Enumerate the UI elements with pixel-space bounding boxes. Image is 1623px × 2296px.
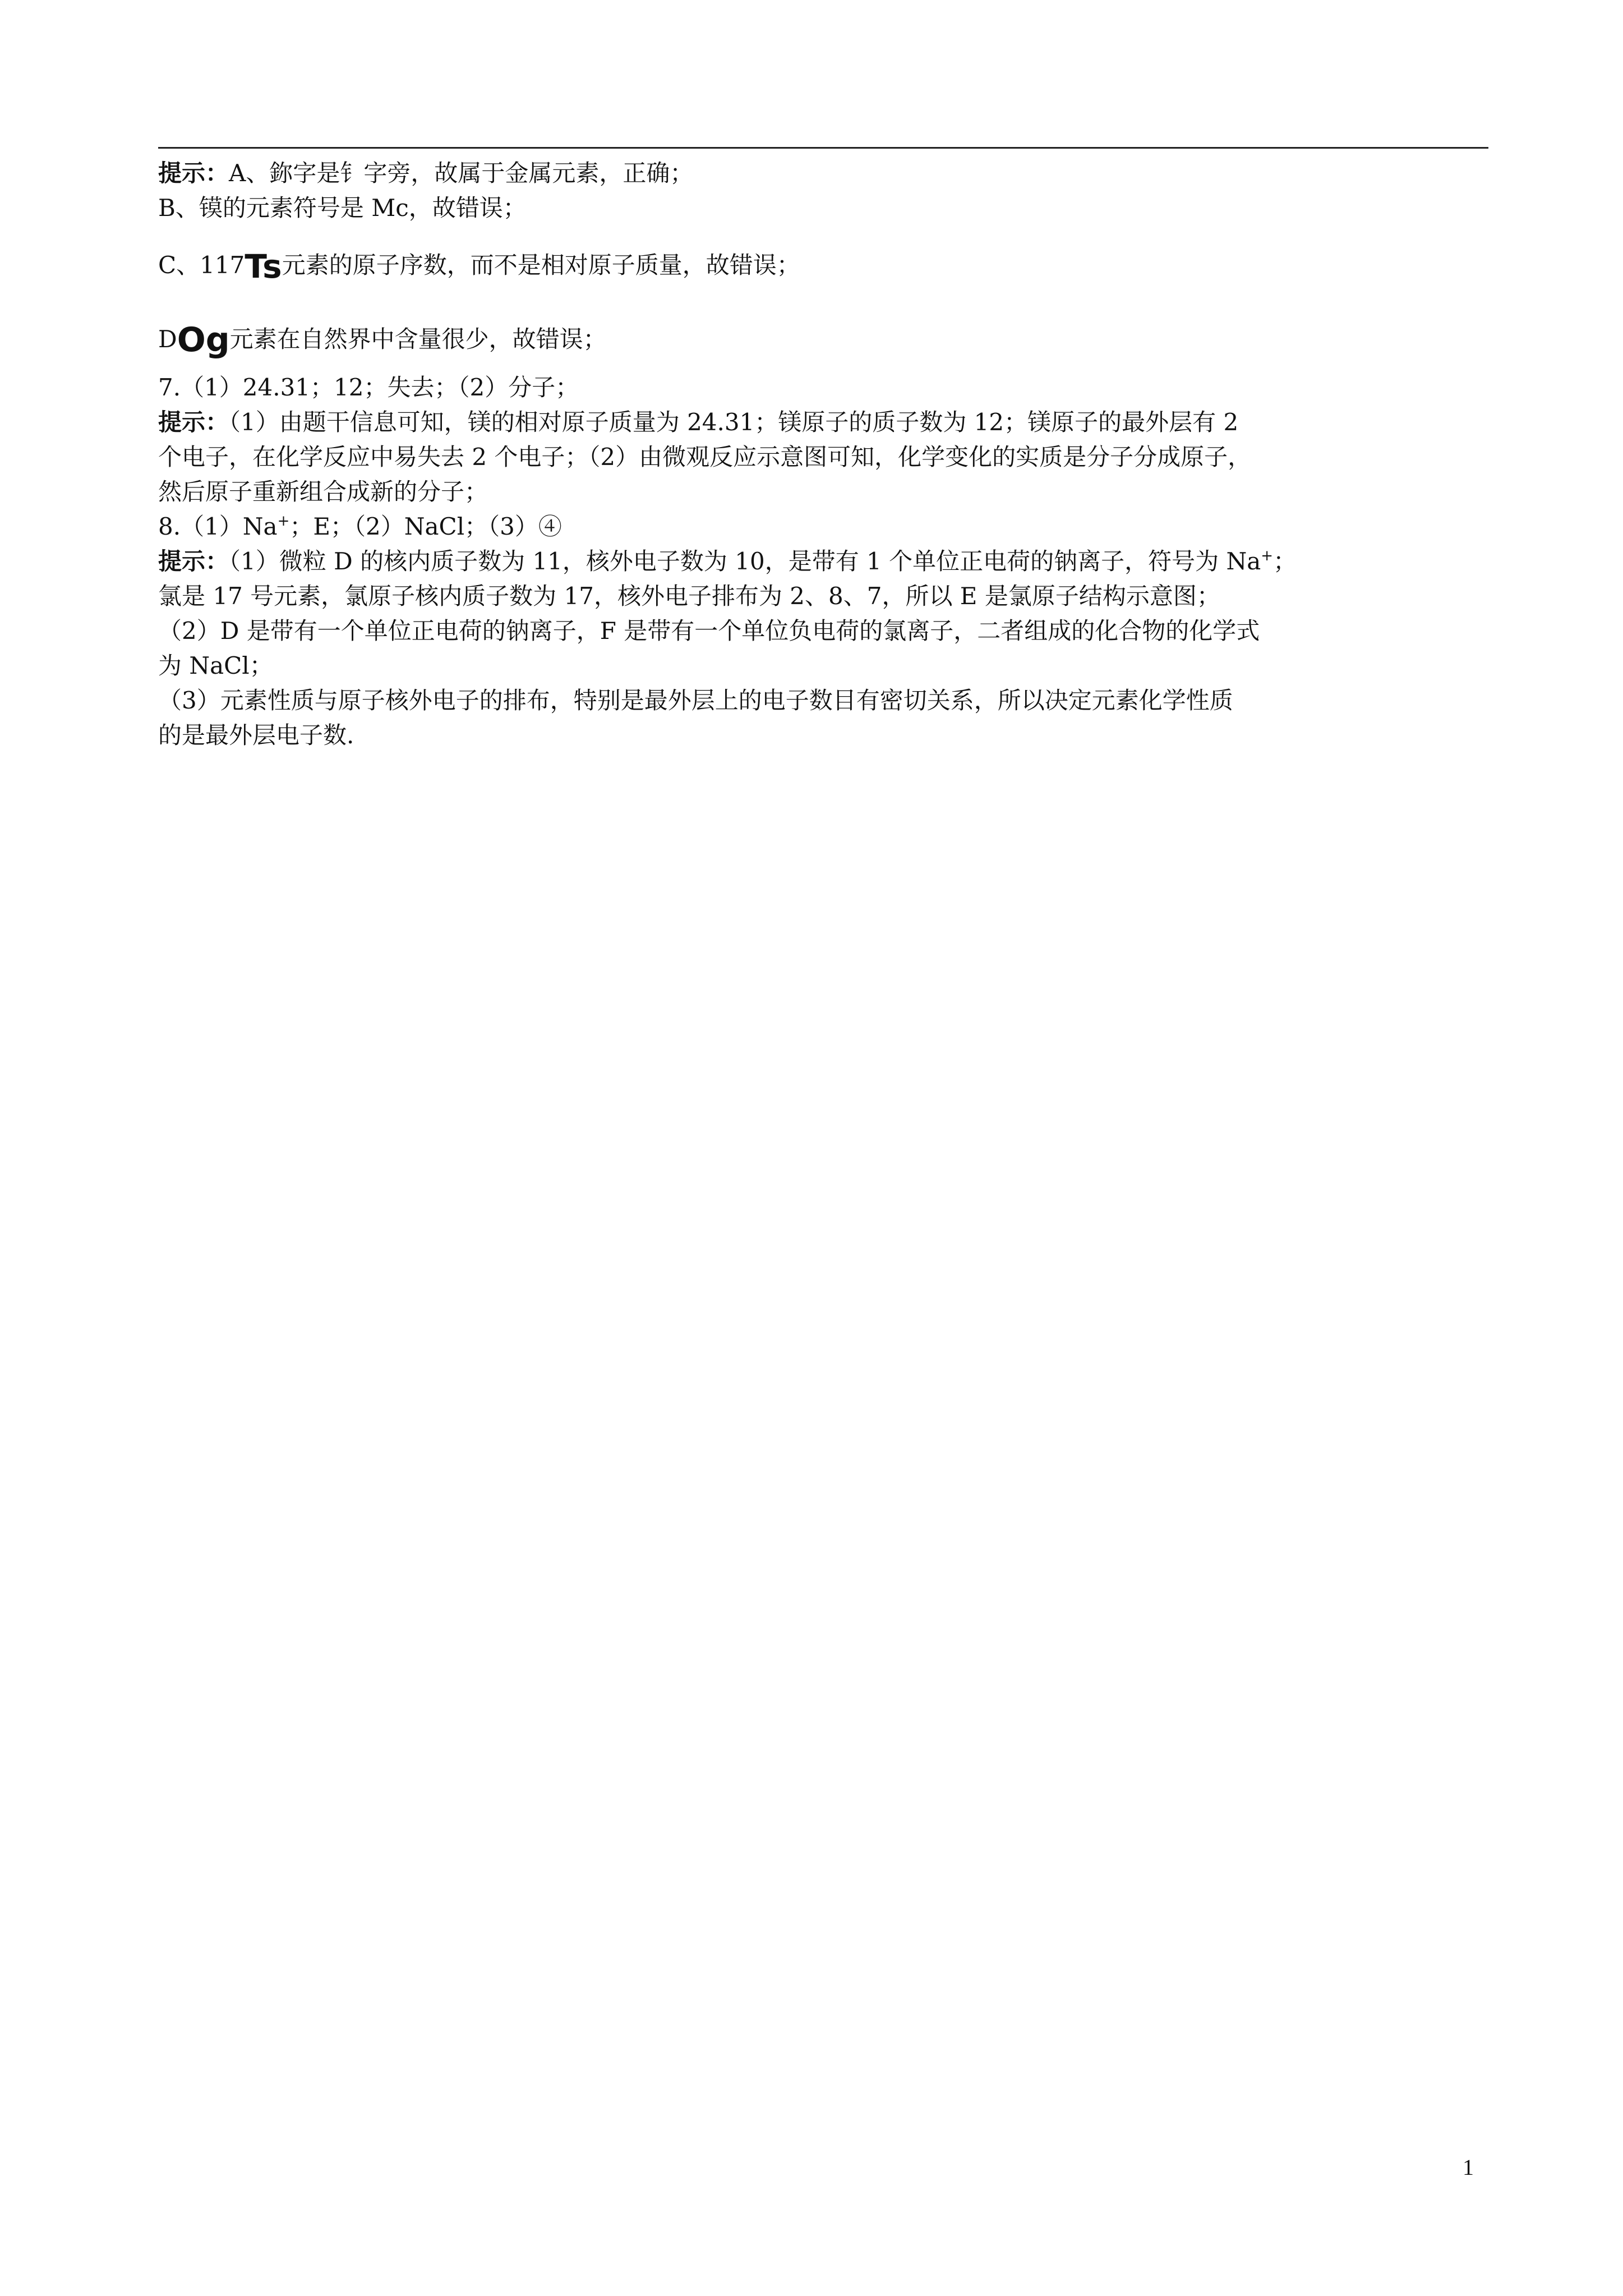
hint-label: 提示： [158,159,229,187]
element-glyph-image: Og [177,320,230,360]
q8-answer-prefix: 8.（1）Na [158,513,278,540]
q6-hint-a [158,156,1488,191]
page-number: 1 [1463,2155,1474,2180]
q7-hint-line-1 [158,405,1488,440]
q8-answer-rest: ；E；（2）NaCl；（3）④ [289,513,562,540]
q7-hint-line-3: 然后原子重新组合成新的分子； [158,478,488,505]
q7-answer: 7.（1）24.31；12；失去；（2）分子； [158,374,579,401]
q8-hint-text-1: （1）微粒 D 的核内质子数为 11，核外电子数为 10，是带有 1 个单位正电荷的钠离子，符号为 Na [229,547,1261,575]
q8-hint-line-6: 的是最外层电子数. [158,721,354,749]
hint-label: 提示： [158,408,229,436]
q7-hint-line-2: 个电子，在化学反应中易失去 2 个电子；（2）由微观反应示意图可知，化学变化的实质是分子分成原子， [158,443,1252,471]
q8-hint-line-2: 氯是 17 号元素，氯原子核内质子数为 17，核外电子排布为 2、8、7，所以 E 是氯原子结构示意图； [158,582,1220,610]
header-rule [158,147,1488,149]
q8-hint-line-3: （2）D 是带有一个单位正电荷的钠离子，F 是带有一个单位负电荷的氯离子，二者组成的化合物的化学式 [158,617,1260,645]
q6-option-d-text: 元素在自然界中含量很少，故错误； [229,325,607,353]
q6-option-a: A、鉨字是钅字旁，故属于金属元素，正确； [229,159,694,187]
element-glyph-image: Ts [245,247,282,286]
q8-hint-sup: + [1261,547,1274,564]
q6-option-d [158,288,1488,362]
q8-answer-sup: + [277,513,290,530]
q6-option-b: B、镆的元素符号是 Mc，故错误； [158,194,527,222]
q6-option-c-prefix: C、117 [158,251,245,279]
hint-label: 提示： [158,547,229,575]
q6-option-c [158,226,1488,288]
q8-answer [158,509,1488,544]
q6-option-c-text: 元素的原子序数，而不是相对原子质量，故错误； [282,251,800,279]
q7-hint-text-1: （1）由题干信息可知，镁的相对原子质量为 24.31；镁原子的质子数为 12；镁原子的最外层有 2 [229,408,1239,436]
q8-hint-line-5: （3）元素性质与原子核外电子的排布，特别是最外层上的电子数目有密切关系，所以决定元素化学性质 [158,687,1233,714]
q8-hint-line-4: 为 NaCl； [158,652,273,679]
q8-hint-line-1 [158,544,1488,579]
q6-option-d-prefix: D [158,325,177,353]
answer-content [158,156,1488,753]
q8-hint-end: ； [1273,547,1297,575]
